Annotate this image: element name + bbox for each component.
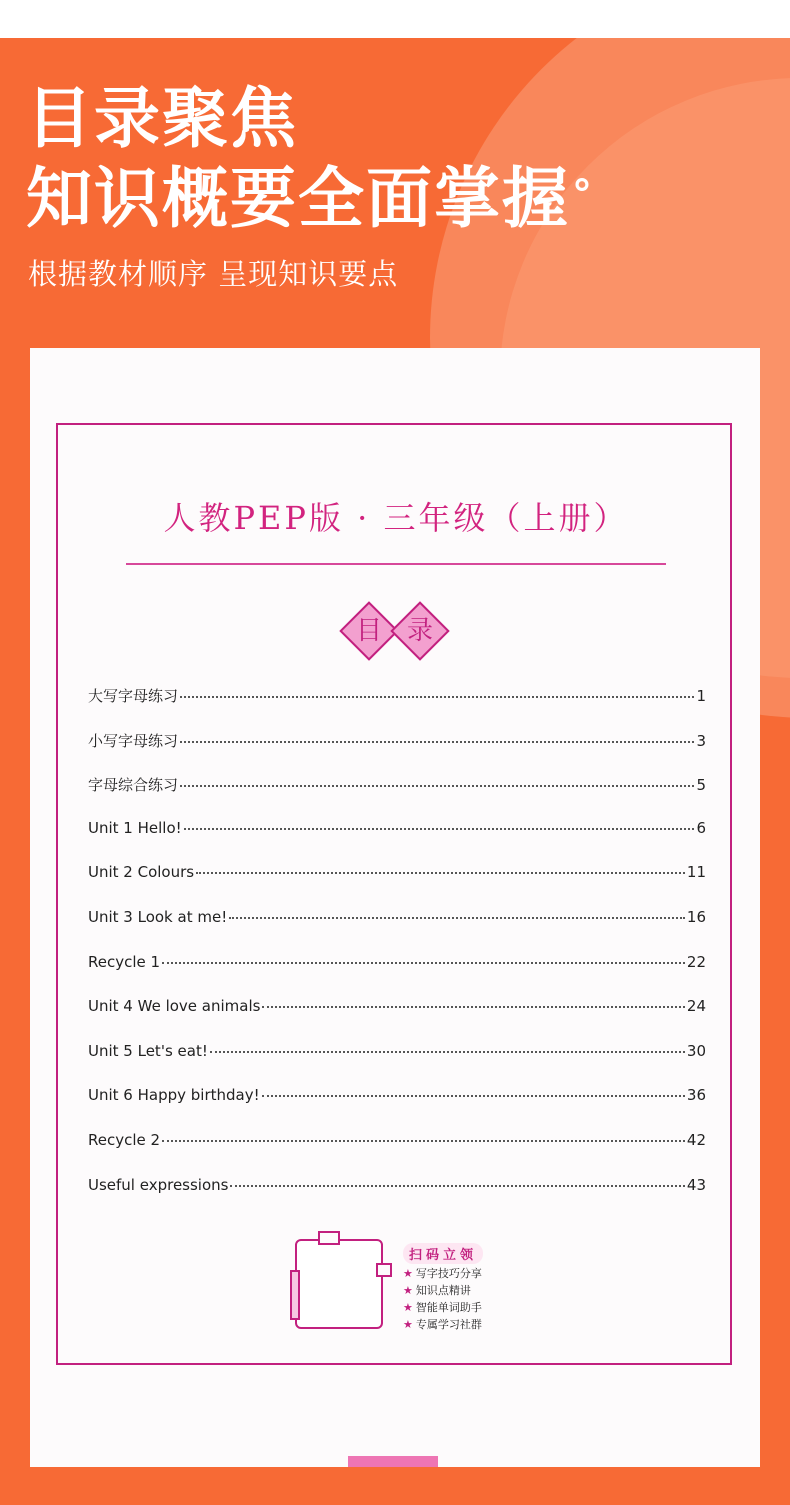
scan-benefit-text: 知识点精讲	[415, 1284, 471, 1297]
toc-leader-dots	[262, 1006, 684, 1008]
toc-entry-page: 1	[696, 687, 706, 705]
toc-leader-dots	[210, 1051, 685, 1053]
toc-badge-char-right: 录	[406, 616, 433, 646]
toc-entry-page: 42	[686, 1130, 706, 1149]
abc-blocks-icon	[376, 1263, 392, 1277]
toc-entry-label: 字母综合练习	[88, 776, 179, 795]
toc-entry	[88, 1176, 706, 1221]
scan-benefit-text: 智能单词助手	[415, 1301, 482, 1314]
toc-leader-dots	[162, 1140, 685, 1142]
toc-entry	[88, 863, 706, 908]
toc-entry	[88, 1086, 706, 1131]
toc-entry-label: Unit 6 Happy birthday!	[88, 1086, 260, 1105]
degree-mark: °	[572, 172, 594, 218]
toc-entry	[88, 1042, 706, 1087]
toc-entry	[88, 997, 706, 1042]
toc-entry	[88, 819, 706, 864]
toc-badge-char-left: 目	[355, 616, 382, 646]
toc-leader-dots	[229, 917, 685, 919]
book-icon	[318, 1231, 340, 1245]
toc-leader-dots	[180, 696, 694, 698]
scan-benefit-text: 写字技巧分享	[415, 1267, 482, 1280]
toc-entry-page: 11	[686, 863, 706, 882]
scan-title: 扫码立领	[403, 1243, 483, 1264]
scan-benefit-item	[403, 1299, 482, 1316]
headline-line-2	[26, 160, 594, 238]
toc-entry	[88, 774, 706, 819]
toc-entry	[88, 908, 706, 953]
toc-entry-label: Unit 3 Look at me!	[88, 907, 228, 926]
toc-entry-page: 3	[696, 731, 706, 750]
toc-entry-page: 6	[696, 818, 706, 837]
toc-entry	[88, 730, 706, 775]
book-title: 人教PEP版 · 三年级（上册）	[163, 499, 629, 537]
page-frame	[56, 423, 732, 1365]
toc-leader-dots	[230, 1185, 684, 1187]
toc-entry-label: Unit 4 We love animals	[88, 997, 261, 1016]
pencil-icon	[290, 1270, 300, 1320]
headline-line-2-text: 知识概要全面掌握	[26, 160, 570, 237]
book-page	[30, 348, 760, 1467]
toc-leader-dots	[180, 785, 694, 787]
toc-entry-page: 16	[686, 907, 706, 926]
toc-leader-dots	[184, 828, 695, 830]
scan-benefit-item	[403, 1265, 482, 1282]
scan-benefit-text: 专属学习社群	[415, 1318, 482, 1331]
page-bottom-tab	[348, 1456, 438, 1467]
toc-entry-label: Recycle 1	[88, 952, 161, 971]
star-icon: ★	[403, 1318, 413, 1331]
toc-entry	[88, 953, 706, 998]
toc-entry-label: Unit 2 Colours	[88, 863, 195, 882]
toc-entry-label: Unit 5 Let's eat!	[88, 1041, 208, 1060]
table-of-contents	[88, 685, 706, 1220]
toc-entry-label: Useful expressions	[88, 1175, 229, 1194]
headline-line-1: 目录聚焦	[26, 80, 298, 157]
scan-benefit-item	[403, 1316, 482, 1333]
star-icon: ★	[403, 1301, 413, 1314]
star-icon: ★	[403, 1267, 413, 1280]
toc-entry-page: 22	[686, 952, 706, 971]
toc-entry-page: 24	[686, 997, 706, 1016]
toc-entry-label: 大写字母练习	[88, 687, 179, 705]
scan-benefit-item	[403, 1282, 482, 1299]
qr-frame	[295, 1239, 383, 1329]
toc-leader-dots	[180, 741, 694, 743]
scan-benefit-list	[403, 1265, 482, 1333]
toc-entry-label: Unit 1 Hello!	[88, 818, 182, 837]
toc-entry	[88, 685, 706, 730]
toc-leader-dots	[162, 962, 685, 964]
toc-entry-page: 30	[686, 1041, 706, 1060]
star-icon: ★	[403, 1284, 413, 1297]
toc-entry-page: 36	[686, 1086, 706, 1105]
title-underline	[126, 563, 666, 565]
toc-entry-label: Recycle 2	[88, 1130, 161, 1149]
toc-entry-page: 43	[686, 1175, 706, 1194]
headline-subtitle: 根据教材顺序 呈现知识要点	[28, 257, 399, 291]
toc-leader-dots	[196, 872, 685, 874]
toc-entry-page: 5	[696, 776, 706, 795]
toc-entry	[88, 1131, 706, 1176]
toc-leader-dots	[262, 1095, 685, 1097]
toc-entry-label: 小写字母练习	[88, 731, 179, 750]
